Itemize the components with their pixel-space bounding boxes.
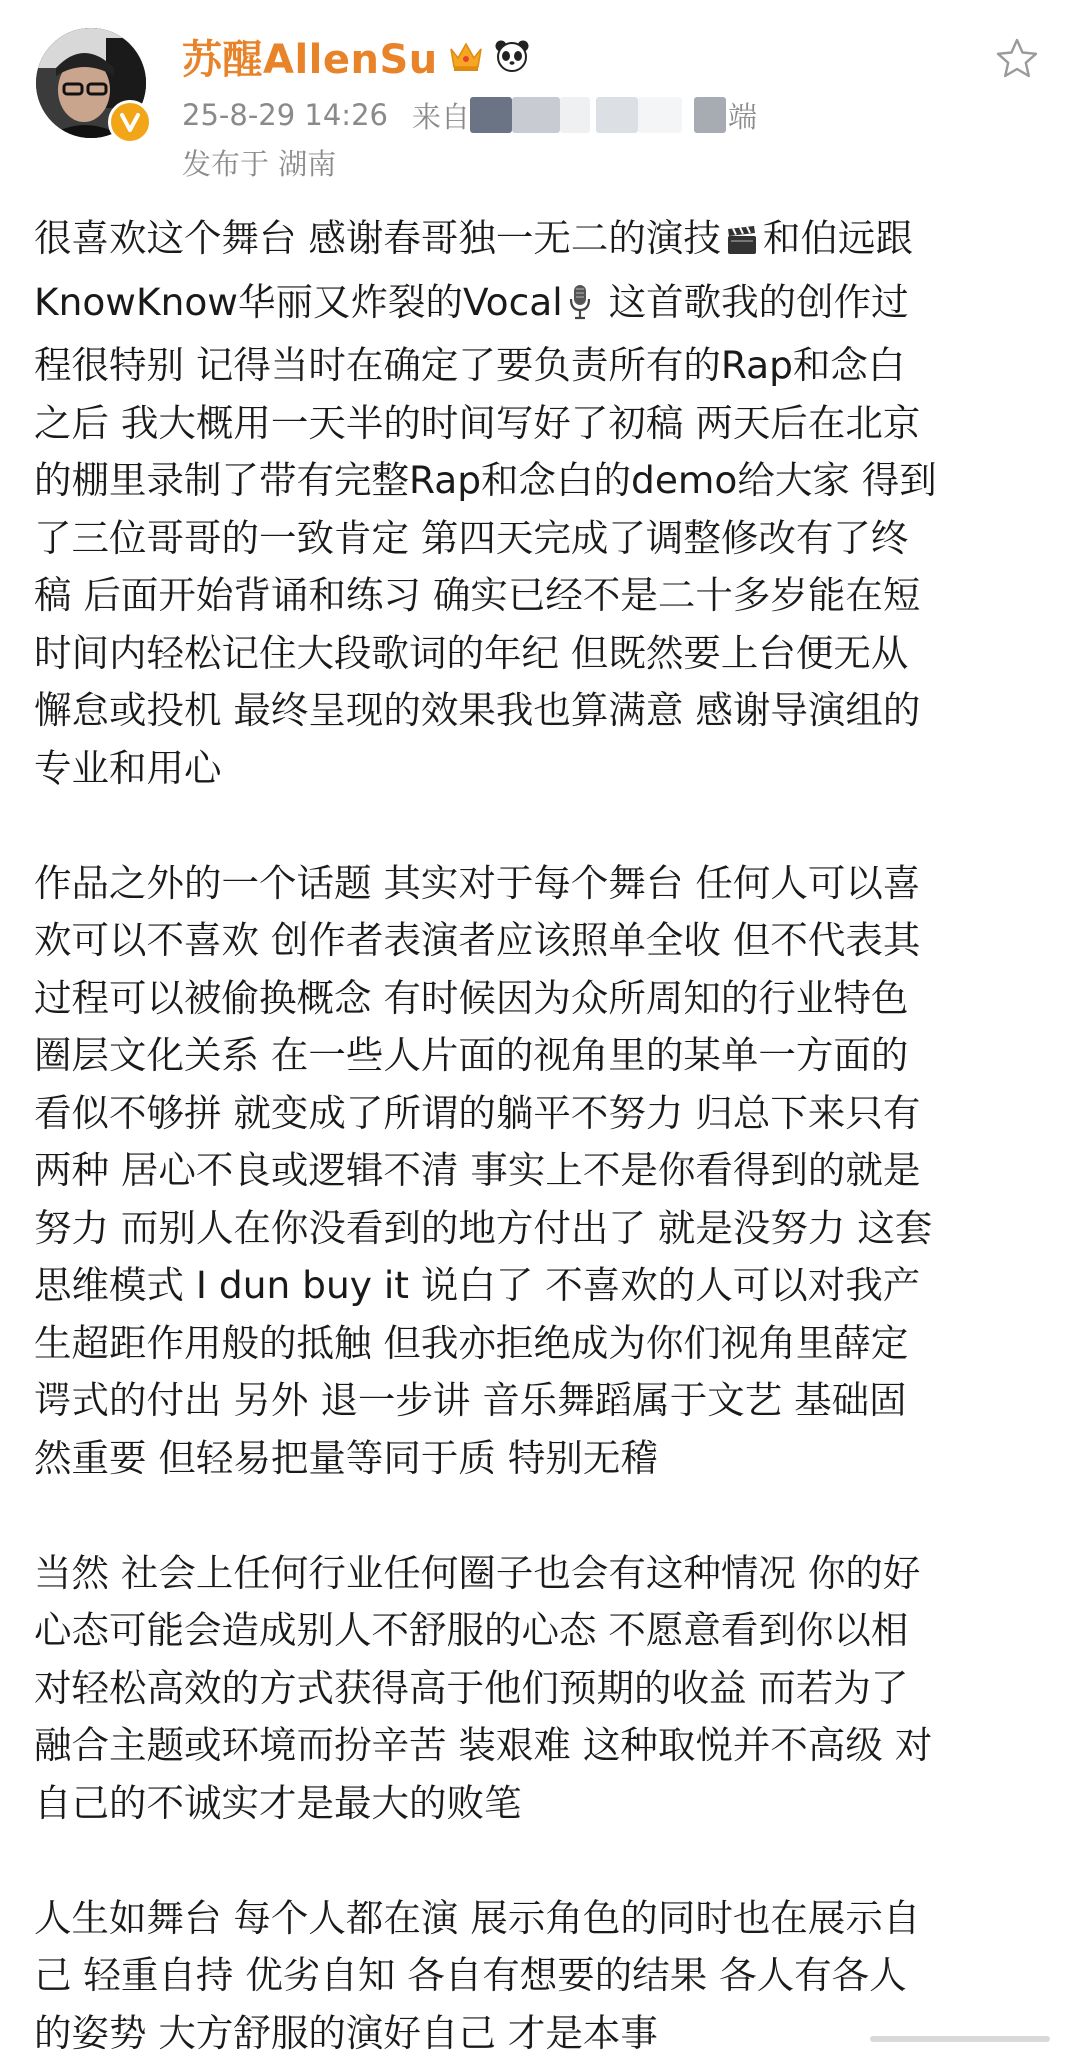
- text-line: 自己的不诚实才是最大的败笔: [34, 1775, 1044, 1833]
- text-segment: 和伯远跟: [763, 216, 913, 260]
- text-line: [34, 210, 1044, 274]
- text-line: 努力 而别人在你没看到的地方付出了 就是没努力 这套: [34, 1200, 1044, 1258]
- paragraph-gap: [34, 797, 1044, 855]
- text-line: 圈层文化关系 在一些人片面的视角里的某单一方面的: [34, 1027, 1044, 1085]
- source-suffix: 端: [728, 95, 757, 136]
- paragraph-3: [34, 1545, 1044, 1833]
- author-row: [182, 30, 530, 82]
- text-line: 己 轻重自持 优劣自知 各自有想要的结果 各人有各人: [34, 1947, 1044, 2005]
- text-line: 当然 社会上任何行业任何圈子也会有这种情况 你的好: [34, 1545, 1044, 1603]
- text-line: 的姿势 大方舒服的演好自己 才是本事: [34, 2005, 1044, 2062]
- text-segment: 很喜欢这个舞台 感谢春哥独一无二的演技: [34, 216, 721, 260]
- text-line: 融合主题或环境而扮辛苦 装艰难 这种取悦并不高级 对: [34, 1717, 1044, 1775]
- source-blur: [512, 97, 560, 133]
- post-timestamp: 25-8-29 14:26: [182, 98, 388, 132]
- paragraph-1: [34, 210, 1044, 797]
- clapperboard-icon: [725, 216, 759, 274]
- source-blur: [560, 97, 590, 133]
- text-line: 过程可以被偷换概念 有时候因为众所周知的行业特色: [34, 970, 1044, 1028]
- text-line: 两种 居心不良或逻辑不清 事实上不是你看得到的就是: [34, 1142, 1044, 1200]
- paragraph-2: [34, 855, 1044, 1488]
- text-line: [34, 274, 1044, 338]
- post-header: [0, 0, 1074, 190]
- text-segment: KnowKnow华丽又炸裂的Vocal: [34, 280, 563, 324]
- text-line: 的棚里录制了带有完整Rap和念白的demo给大家 得到: [34, 452, 1044, 510]
- scrollbar[interactable]: [870, 2036, 1050, 2042]
- paragraph-gap: [34, 1832, 1044, 1890]
- text-line: 心态可能会造成别人不舒服的心态 不愿意看到你以相: [34, 1602, 1044, 1660]
- text-line: 时间内轻松记住大段歌词的年纪 但既然要上台便无从: [34, 625, 1044, 683]
- text-line: 思维模式 I dun buy it 说白了 不喜欢的人可以对我产: [34, 1257, 1044, 1315]
- text-line: 生超距作用般的抵触 但我亦拒绝成为你们视角里薛定: [34, 1315, 1044, 1373]
- microphone-icon: [567, 280, 593, 338]
- source-blur: [470, 97, 512, 133]
- post-body: [34, 210, 1044, 2062]
- source-blur: [638, 97, 682, 133]
- paragraph-gap: [34, 1487, 1044, 1545]
- star-outline-icon[interactable]: [994, 36, 1040, 86]
- v-icon: [118, 110, 142, 134]
- author-name[interactable]: 苏醒AllenSu: [182, 28, 438, 85]
- text-line: 作品之外的一个话题 其实对于每个舞台 任何人可以喜: [34, 855, 1044, 913]
- source-blur: [694, 97, 726, 133]
- text-line: 专业和用心: [34, 740, 1044, 798]
- panda-icon[interactable]: [494, 39, 530, 73]
- text-line: 稿 后面开始背诵和练习 确实已经不是二十多岁能在短: [34, 567, 1044, 625]
- post-meta: [182, 95, 757, 135]
- text-line: 看似不够拼 就变成了所谓的躺平不努力 归总下来只有: [34, 1085, 1044, 1143]
- text-line: 程很特别 记得当时在确定了要负责所有的Rap和念白: [34, 337, 1044, 395]
- text-line: 了三位哥哥的一致肯定 第四天完成了调整修改有了终: [34, 510, 1044, 568]
- text-line: 欢可以不喜欢 创作者表演者应该照单全收 但不代表其: [34, 912, 1044, 970]
- text-line: 然重要 但轻易把量等同于质 特别无稽: [34, 1430, 1044, 1488]
- source-blur: [596, 97, 638, 133]
- text-line: 懈怠或投机 最终呈现的效果我也算满意 感谢导演组的: [34, 682, 1044, 740]
- text-line: 谔式的付出 另外 退一步讲 音乐舞蹈属于文艺 基础固: [34, 1372, 1044, 1430]
- text-line: 之后 我大概用一天半的时间写好了初稿 两天后在北京: [34, 395, 1044, 453]
- text-line: 人生如舞台 每个人都在演 展示角色的同时也在展示自: [34, 1890, 1044, 1948]
- post-location: 发布于 湖南: [182, 142, 336, 183]
- text-segment: 这首歌我的创作过: [597, 280, 909, 324]
- verified-badge: [108, 100, 152, 144]
- source-label: 来自: [412, 95, 470, 136]
- crown-icon[interactable]: [448, 39, 484, 73]
- text-line: 对轻松高效的方式获得高于他们预期的收益 而若为了: [34, 1660, 1044, 1718]
